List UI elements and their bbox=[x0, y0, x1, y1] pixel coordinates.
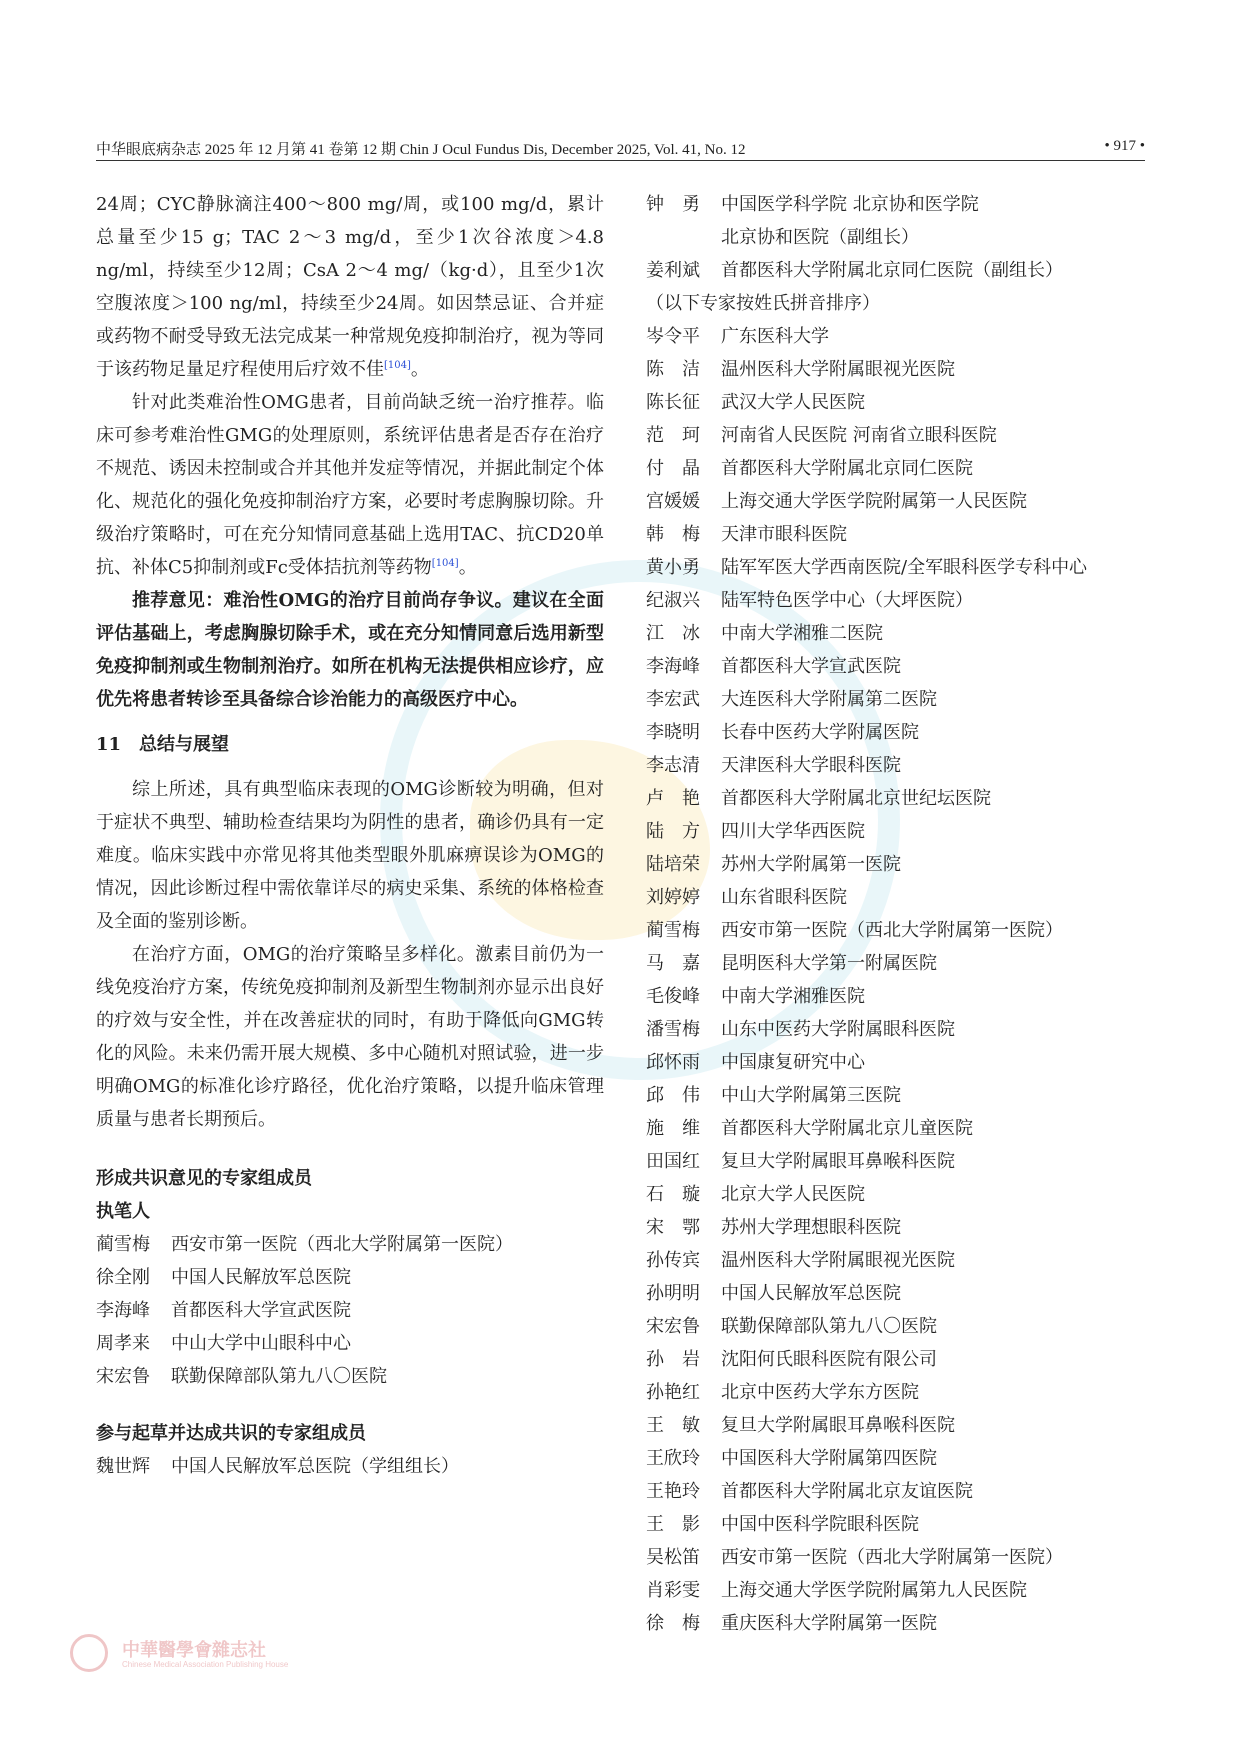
member-row bbox=[646, 1211, 1156, 1244]
member-name: 徐 梅 bbox=[646, 1613, 700, 1634]
member-affiliation: 中山大学附属第三医院 bbox=[721, 1085, 901, 1106]
member-row bbox=[646, 1046, 1156, 1079]
member-row bbox=[646, 1442, 1156, 1475]
section-heading: 11 总结与展望 bbox=[96, 734, 230, 755]
publisher-logo bbox=[70, 1630, 550, 1674]
member-row bbox=[646, 848, 1156, 881]
member-name: 孙艳红 bbox=[646, 1382, 700, 1403]
member-affiliation: 天津市眼科医院 bbox=[721, 524, 847, 545]
paragraph-outlook: 在治疗方面，OMG的治疗策略呈多样化。激素目前仍为一线免疫治疗方案，传统免疫抑制剂及新型生物制剂亦显示出良好的疗效与安全性，并在改善症状的同时，有助于降低向GMG转化的风险。未来仍需开展大规模、多中心随机对照试验，进一步明确OMG的标准化诊疗路径，优化治疗策略，以提升临床管理质量与患者长期预后。 bbox=[96, 944, 604, 1130]
expert-team-heading: 形成共识意见的专家组成员 bbox=[96, 1168, 312, 1189]
member-name: 李海峰 bbox=[646, 656, 700, 677]
member-name: 孙明明 bbox=[646, 1283, 700, 1304]
member-row bbox=[646, 584, 1156, 617]
member-name: 宋宏鲁 bbox=[96, 1366, 150, 1387]
member-name: 李志清 bbox=[646, 755, 700, 776]
member-affiliation: 上海交通大学医学院附属第九人民医院 bbox=[721, 1580, 1027, 1601]
member-affiliation: 中国中医科学院眼科医院 bbox=[721, 1514, 919, 1535]
member-row bbox=[646, 881, 1156, 914]
member-name: 宋宏鲁 bbox=[646, 1316, 700, 1337]
paragraph-criteria: 24周；CYC静脉滴注400～800 mg/周，或100 mg/d，累计总量至少15 g；TAC 2～3 mg/d，至少1次谷浓度＞4.8 ng/ml，持续至少12周；CsA 2～4 mg/（kg·d），且至少1次空腹浓度＞100 ng/ml，持续至少24周。如因禁忌证、合并症或药物不耐受导致无法完成某一种常规免疫抑制治疗，视为等同于该药物足量足疗程使用后疗效不佳[104]。 bbox=[96, 194, 604, 380]
member-affiliation: 首都医科大学宣武医院 bbox=[171, 1300, 351, 1321]
member-affiliation: 复旦大学附属眼耳鼻喉科医院 bbox=[721, 1415, 955, 1436]
members-list bbox=[646, 320, 1156, 1640]
member-name: 岑令平 bbox=[646, 326, 700, 347]
member-name: 姜利斌 bbox=[646, 260, 700, 281]
writers-heading: 执笔人 bbox=[96, 1201, 150, 1222]
ordering-note: （以下专家按姓氏拼音排序） bbox=[646, 293, 880, 314]
member-row bbox=[96, 1261, 604, 1294]
member-affiliation: 重庆医科大学附属第一医院 bbox=[721, 1613, 937, 1634]
publisher-seal-icon bbox=[70, 1634, 108, 1672]
paragraph-refractory: 针对此类难治性OMG患者，目前尚缺乏统一治疗推荐。临床可参考难治性GMG的处理原则，系统评估患者是否存在治疗不规范、诱因未控制或合并其他并发症等情况，并据此制定个体化、规范化的强化免疫抑制治疗方案，必要时考虑胸腺切除。升级治疗策略时，可在充分知情同意基础上选用TAC、抗CD20单抗、补体C5抑制剂或Fc受体拮抗剂等药物[104]。 bbox=[96, 392, 604, 578]
member-affiliation: 温州医科大学附属眼视光医院 bbox=[721, 1250, 955, 1271]
member-name: 陈 洁 bbox=[646, 359, 700, 380]
member-row bbox=[646, 188, 1156, 221]
member-affiliation: 陆军特色医学中心（大坪医院） bbox=[721, 590, 973, 611]
member-row bbox=[646, 1343, 1156, 1376]
member-name: 徐全刚 bbox=[96, 1267, 150, 1288]
left-column bbox=[96, 188, 604, 1483]
member-row bbox=[646, 1574, 1156, 1607]
reference-link[interactable]: [104] bbox=[384, 360, 411, 371]
member-name: 李晓明 bbox=[646, 722, 700, 743]
member-affiliation: 中国康复研究中心 bbox=[721, 1052, 865, 1073]
member-name: 付 晶 bbox=[646, 458, 700, 479]
member-row bbox=[646, 386, 1156, 419]
member-name: 王艳玲 bbox=[646, 1481, 700, 1502]
member-row bbox=[646, 815, 1156, 848]
member-affiliation: 天津医科大学眼科医院 bbox=[721, 755, 901, 776]
member-row bbox=[646, 1244, 1156, 1277]
member-row bbox=[646, 1277, 1156, 1310]
member-name: 黄小勇 bbox=[646, 557, 700, 578]
member-affiliation: 西安市第一医院（西北大学附属第一医院） bbox=[171, 1234, 513, 1255]
member-affiliation: 昆明医科大学第一附属医院 bbox=[721, 953, 937, 974]
member-affiliation: 首都医科大学附属北京同仁医院（副组长） bbox=[721, 260, 1063, 281]
member-name: 潘雪梅 bbox=[646, 1019, 700, 1040]
member-row bbox=[646, 485, 1156, 518]
member-name: 蔺雪梅 bbox=[646, 920, 700, 941]
member-name: 范 珂 bbox=[646, 425, 700, 446]
member-name: 陆培荣 bbox=[646, 854, 700, 875]
member-row bbox=[96, 1294, 604, 1327]
member-name: 王 影 bbox=[646, 1514, 700, 1535]
member-row bbox=[646, 551, 1156, 584]
member-affiliation: 联勤保障部队第九八〇医院 bbox=[171, 1366, 387, 1387]
member-name: 王欣玲 bbox=[646, 1448, 700, 1469]
member-affiliation: 河南省人民医院 河南省立眼科医院 bbox=[721, 425, 997, 446]
member-affiliation: 武汉大学人民医院 bbox=[721, 392, 865, 413]
member-row bbox=[96, 1450, 604, 1483]
member-name: 纪淑兴 bbox=[646, 590, 700, 611]
member-affiliation: 首都医科大学附属北京儿童医院 bbox=[721, 1118, 973, 1139]
member-affiliation: 沈阳何氏眼科医院有限公司 bbox=[721, 1349, 937, 1370]
member-row bbox=[646, 353, 1156, 386]
member-name: 李宏武 bbox=[646, 689, 700, 710]
member-name: 毛俊峰 bbox=[646, 986, 700, 1007]
member-affiliation: 首都医科大学附属北京世纪坛医院 bbox=[721, 788, 991, 809]
member-affiliation: 北京中医药大学东方医院 bbox=[721, 1382, 919, 1403]
member-affiliation: 首都医科大学附属北京友谊医院 bbox=[721, 1481, 973, 1502]
member-row bbox=[646, 1310, 1156, 1343]
member-affiliation: 中国医科大学附属第四医院 bbox=[721, 1448, 937, 1469]
member-affiliation: 山东中医药大学附属眼科医院 bbox=[721, 1019, 955, 1040]
member-affiliation: 中国人民解放军总医院 bbox=[721, 1283, 901, 1304]
writers-list bbox=[96, 1228, 604, 1393]
member-row bbox=[646, 749, 1156, 782]
member-row bbox=[646, 1376, 1156, 1409]
member-affiliation: 大连医科大学附属第二医院 bbox=[721, 689, 937, 710]
member-name: 马 嘉 bbox=[646, 953, 700, 974]
member-affiliation: 苏州大学理想眼科医院 bbox=[721, 1217, 901, 1238]
member-name: 石 璇 bbox=[646, 1184, 700, 1205]
publisher-name-en: Chinese Medical Association Publishing House bbox=[122, 1660, 289, 1669]
member-row bbox=[646, 1475, 1156, 1508]
member-row bbox=[646, 320, 1156, 353]
member-name: 刘婷婷 bbox=[646, 887, 700, 908]
member-affiliation: 温州医科大学附属眼视光医院 bbox=[721, 359, 955, 380]
leaders-list bbox=[646, 188, 1156, 287]
member-name: 宋 鄂 bbox=[646, 1217, 700, 1238]
member-name: 魏世辉 bbox=[96, 1456, 150, 1477]
member-name: 蔺雪梅 bbox=[96, 1234, 150, 1255]
member-affiliation: 首都医科大学宣武医院 bbox=[721, 656, 901, 677]
member-row bbox=[646, 1145, 1156, 1178]
member-row bbox=[646, 419, 1156, 452]
member-affiliation: 长春中医药大学附属医院 bbox=[721, 722, 919, 743]
page-number: • 917 • bbox=[1104, 138, 1145, 154]
member-name: 田国红 bbox=[646, 1151, 700, 1172]
member-row bbox=[646, 1013, 1156, 1046]
recommendation: 推荐意见：难治性OMG的治疗目前尚存争议。建议在全面评估基础上，考虑胸腺切除手术，或在充分知情同意后选用新型免疫抑制剂或生物制剂治疗。如所在机构无法提供相应诊疗，应优先将患者转诊至具备综合诊治能力的高级医疗中心。 bbox=[96, 590, 604, 710]
member-affiliation: 北京协和医院（副组长） bbox=[721, 227, 919, 248]
reference-link[interactable]: [104] bbox=[431, 558, 459, 569]
member-affiliation: 中国医学科学院 北京协和医学院 bbox=[721, 194, 979, 215]
member-name: 钟 勇 bbox=[646, 194, 700, 215]
member-row bbox=[646, 518, 1156, 551]
member-affiliation: 中南大学湘雅医院 bbox=[721, 986, 865, 1007]
member-name: 邱 伟 bbox=[646, 1085, 700, 1106]
member-name: 邱怀雨 bbox=[646, 1052, 700, 1073]
member-affiliation: 陆军军医大学西南医院/全军眼科医学专科中心 bbox=[721, 557, 1088, 578]
member-row bbox=[646, 617, 1156, 650]
member-affiliation: 中国人民解放军总医院（学组组长） bbox=[171, 1456, 459, 1477]
member-row bbox=[646, 683, 1156, 716]
drafters-heading: 参与起草并达成共识的专家组成员 bbox=[96, 1423, 366, 1444]
member-affiliation: 苏州大学附属第一医院 bbox=[721, 854, 901, 875]
member-row bbox=[646, 1508, 1156, 1541]
member-name: 陈长征 bbox=[646, 392, 700, 413]
member-row bbox=[646, 947, 1156, 980]
member-row bbox=[646, 650, 1156, 683]
member-affiliation: 北京大学人民医院 bbox=[721, 1184, 865, 1205]
member-row bbox=[96, 1327, 604, 1360]
member-name: 周孝来 bbox=[96, 1333, 150, 1354]
member-row bbox=[646, 1178, 1156, 1211]
member-name: 孙传宾 bbox=[646, 1250, 700, 1271]
member-affiliation: 西安市第一医院（西北大学附属第一医院） bbox=[721, 1547, 1063, 1568]
member-name: 李海峰 bbox=[96, 1300, 150, 1321]
member-row bbox=[646, 452, 1156, 485]
member-affiliation: 山东省眼科医院 bbox=[721, 887, 847, 908]
member-affiliation: 联勤保障部队第九八〇医院 bbox=[721, 1316, 937, 1337]
member-name bbox=[646, 221, 721, 254]
member-name: 吴松笛 bbox=[646, 1547, 700, 1568]
member-row bbox=[646, 254, 1156, 287]
member-affiliation: 西安市第一医院（西北大学附属第一医院） bbox=[721, 920, 1063, 941]
member-name: 王 敏 bbox=[646, 1415, 700, 1436]
member-name: 肖彩雯 bbox=[646, 1580, 700, 1601]
member-row bbox=[646, 1112, 1156, 1145]
member-name: 宫媛媛 bbox=[646, 491, 700, 512]
member-row bbox=[646, 1409, 1156, 1442]
member-affiliation: 中山大学中山眼科中心 bbox=[171, 1333, 351, 1354]
right-column bbox=[646, 188, 1156, 1640]
member-row bbox=[646, 914, 1156, 947]
paragraph-summary: 综上所述，具有典型临床表现的OMG诊断较为明确，但对于症状不典型、辅助检查结果均为阴性的患者，确诊仍具有一定难度。临床实践中亦常见将其他类型眼外肌麻痹误诊为OMG的情况，因此诊断过程中需依靠详尽的病史采集、系统的体格检查及全面的鉴别诊断。 bbox=[96, 779, 604, 932]
journal-citation: 中华眼底病杂志 2025 年 12 月第 41 卷第 12 期 Chin J Ocul Fundus Dis, December 2025, Vol. 41, No. 12 bbox=[96, 142, 746, 158]
member-row bbox=[96, 1360, 604, 1393]
member-affiliation: 上海交通大学医学院附属第一人民医院 bbox=[721, 491, 1027, 512]
member-row bbox=[646, 716, 1156, 749]
member-row bbox=[646, 782, 1156, 815]
member-row bbox=[646, 1079, 1156, 1112]
member-row bbox=[646, 221, 1156, 254]
member-name: 江 冰 bbox=[646, 623, 700, 644]
member-affiliation: 广东医科大学 bbox=[721, 326, 829, 347]
member-name: 陆 方 bbox=[646, 821, 700, 842]
member-row bbox=[646, 980, 1156, 1013]
running-header bbox=[96, 138, 1145, 161]
member-affiliation: 首都医科大学附属北京同仁医院 bbox=[721, 458, 973, 479]
member-row bbox=[646, 1607, 1156, 1640]
member-affiliation: 中南大学湘雅二医院 bbox=[721, 623, 883, 644]
member-name: 孙 岩 bbox=[646, 1349, 700, 1370]
member-name: 施 维 bbox=[646, 1118, 700, 1139]
publisher-name: 中華醫學會雜志社 bbox=[122, 1640, 266, 1661]
member-affiliation: 复旦大学附属眼耳鼻喉科医院 bbox=[721, 1151, 955, 1172]
member-name: 卢 艳 bbox=[646, 788, 700, 809]
member-affiliation: 中国人民解放军总医院 bbox=[171, 1267, 351, 1288]
member-name: 韩 梅 bbox=[646, 524, 700, 545]
member-row bbox=[96, 1228, 604, 1261]
member-row bbox=[646, 1541, 1156, 1574]
drafters-list bbox=[96, 1450, 604, 1483]
member-affiliation: 四川大学华西医院 bbox=[721, 821, 865, 842]
